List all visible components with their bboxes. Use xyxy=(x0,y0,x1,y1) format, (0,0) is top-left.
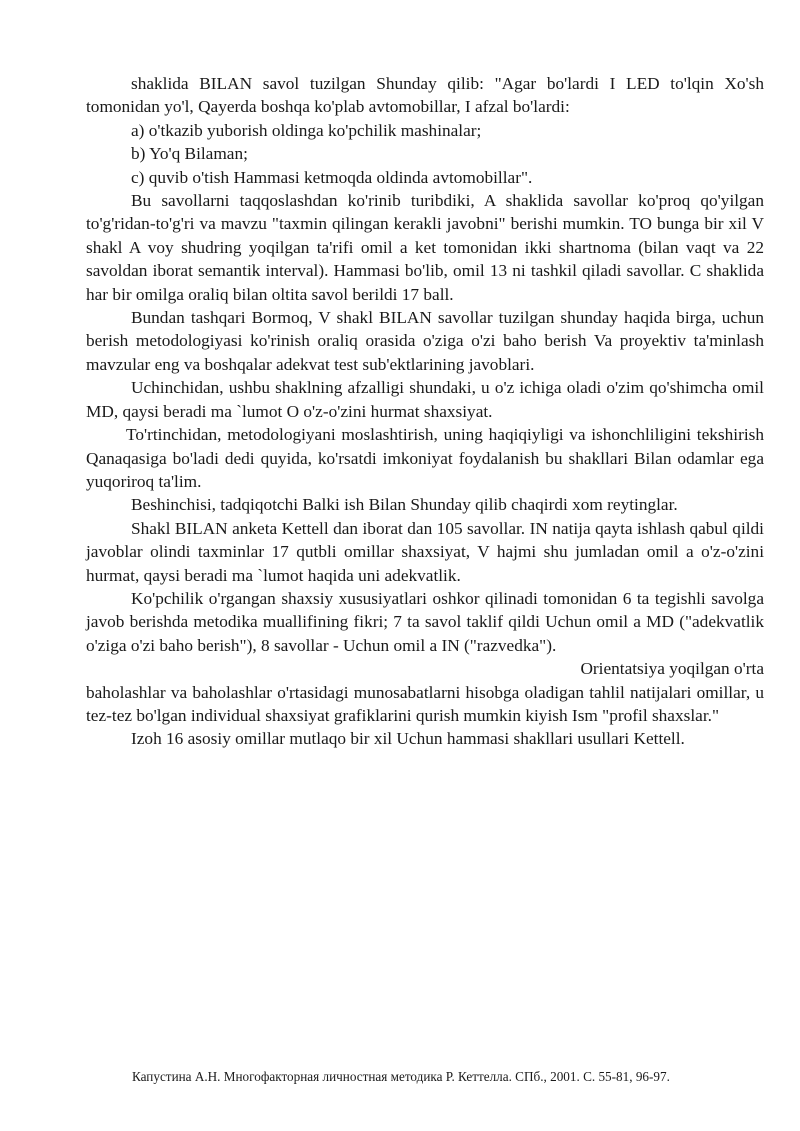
paragraph-note: Izoh 16 asosiy omillar mutlaqo bir xil Uchun hammasi shakllari usullari Kettell. xyxy=(131,729,685,749)
paragraph-secondly: Bundan tashqari Bormoq, V shakl BILAN savollar tuzilgan shunday haqida birga, uchun berish metodologiyasi ko'rinish oraliq orasida o'ziga o'zi baho berish Va proyektiv ta'minlash mavzular eng va boshqalar adekvat test sub'ektlarining javoblari. xyxy=(86,308,764,374)
paragraph-1: shaklida BILAN savol tuzilgan Shunday qilib: "Agar bo'lardi I LED to'lqin Xo'sh tomonidan yo'l, Qayerda boshqa ko'plab avtomobillar, I afzal bo'lardi: xyxy=(86,74,764,117)
paragraph-orientation: baholashlar va baholashlar o'rtasidagi munosabatlarni hisobga oladigan tahlil natijalari omillar, u tez-tez bo'lgan individual shaxsiyat grafiklarini qurish mumkin kiyish Ism "profil shaxslar." xyxy=(86,682,764,725)
paragraph-fifthly: Beshinchisi, tadqiqotchi Balki ish Bilan Shunday qilib chaqirdi xom reytinglar. xyxy=(131,495,678,515)
paragraph-author-opinion: Ko'pchilik o'rgangan shaxsiy xususiyatlari oshkor qilinadi tomonidan 6 ta tegishli savolga javob berishda metodika muallifining fikri; 7 ta savol taklif qildi Uchun omil a MD ("adekvatlik o'ziga o'zi baho berish"), 8 savollar - Uchun omil a IN ("razvedka"). xyxy=(86,588,764,655)
footnote: Капустина А.Н. Многофакторная личностная методика Р. Кеттелла. СПб., 2001. С. 55-81, 96-97. xyxy=(132,1069,670,1084)
paragraph-fourthly: To'rtinchidan, metodologiyani moslashtirish, uning haqiqiyligi va ishonchliligini tekshirish Qanaqasiga bo'ladi dedi quyida, ko'rsatdi imkoniyat foydalanish bu shakllari Bilan odamlar ega yuqoriroq ta'lim. xyxy=(86,425,764,491)
option-c: c) quvib o'tish Hammasi ketmoqda oldinda avtomobillar". xyxy=(131,167,533,187)
option-a: a) o'tkazib yuborish oldinga ko'pchilik mashinalar; xyxy=(131,120,482,140)
paragraph-thirdly: Uchinchidan, ushbu shaklning afzalligi shundaki, u o'z ichiga oladi o'zim qo'shimcha omil MD, qaysi beradi ma `lumot O o'z-o'zini hurmat shaxsiyat. xyxy=(86,378,764,421)
paragraph-form-c: Shakl BILAN anketa Kettell dan iborat dan 105 savollar. IN natija qayta ishlash qabul qildi javoblar olindi taxminlar 17 qutbli omillar shaxsiyat, V hajmi shu jumladan omil a o'z-o'zini hurmat, qaysi beradi ma `lumot haqida uni adekvatlik. xyxy=(86,518,764,585)
document-body xyxy=(86,72,764,751)
paragraph-orientation-start: Orientatsiya yoqilgan o'rta xyxy=(580,659,764,679)
paragraph-comparison: Bu savollarni taqqoslashdan ko'rinib turibdiki, A shaklida savollar ko'proq qo'yilgan to'g'ridan-to'g'ri va mavzu "taxmin qilingan kerakli javobni" berishi mumkin. TO bunga bir xil V shakl A voy shudring yoqilgan ta'rifi omil a ket tomonidan ikki shartnoma (bilan vaqt va 22 savoldan iborat semantik interval). Hammasi bo'lib, omil 13 ni tashkil qiladi savollar. C shaklida har bir omilga oraliq bilan oltita savol berildi 17 ball. xyxy=(86,191,764,304)
option-b: b) Yo'q Bilaman; xyxy=(131,144,248,164)
